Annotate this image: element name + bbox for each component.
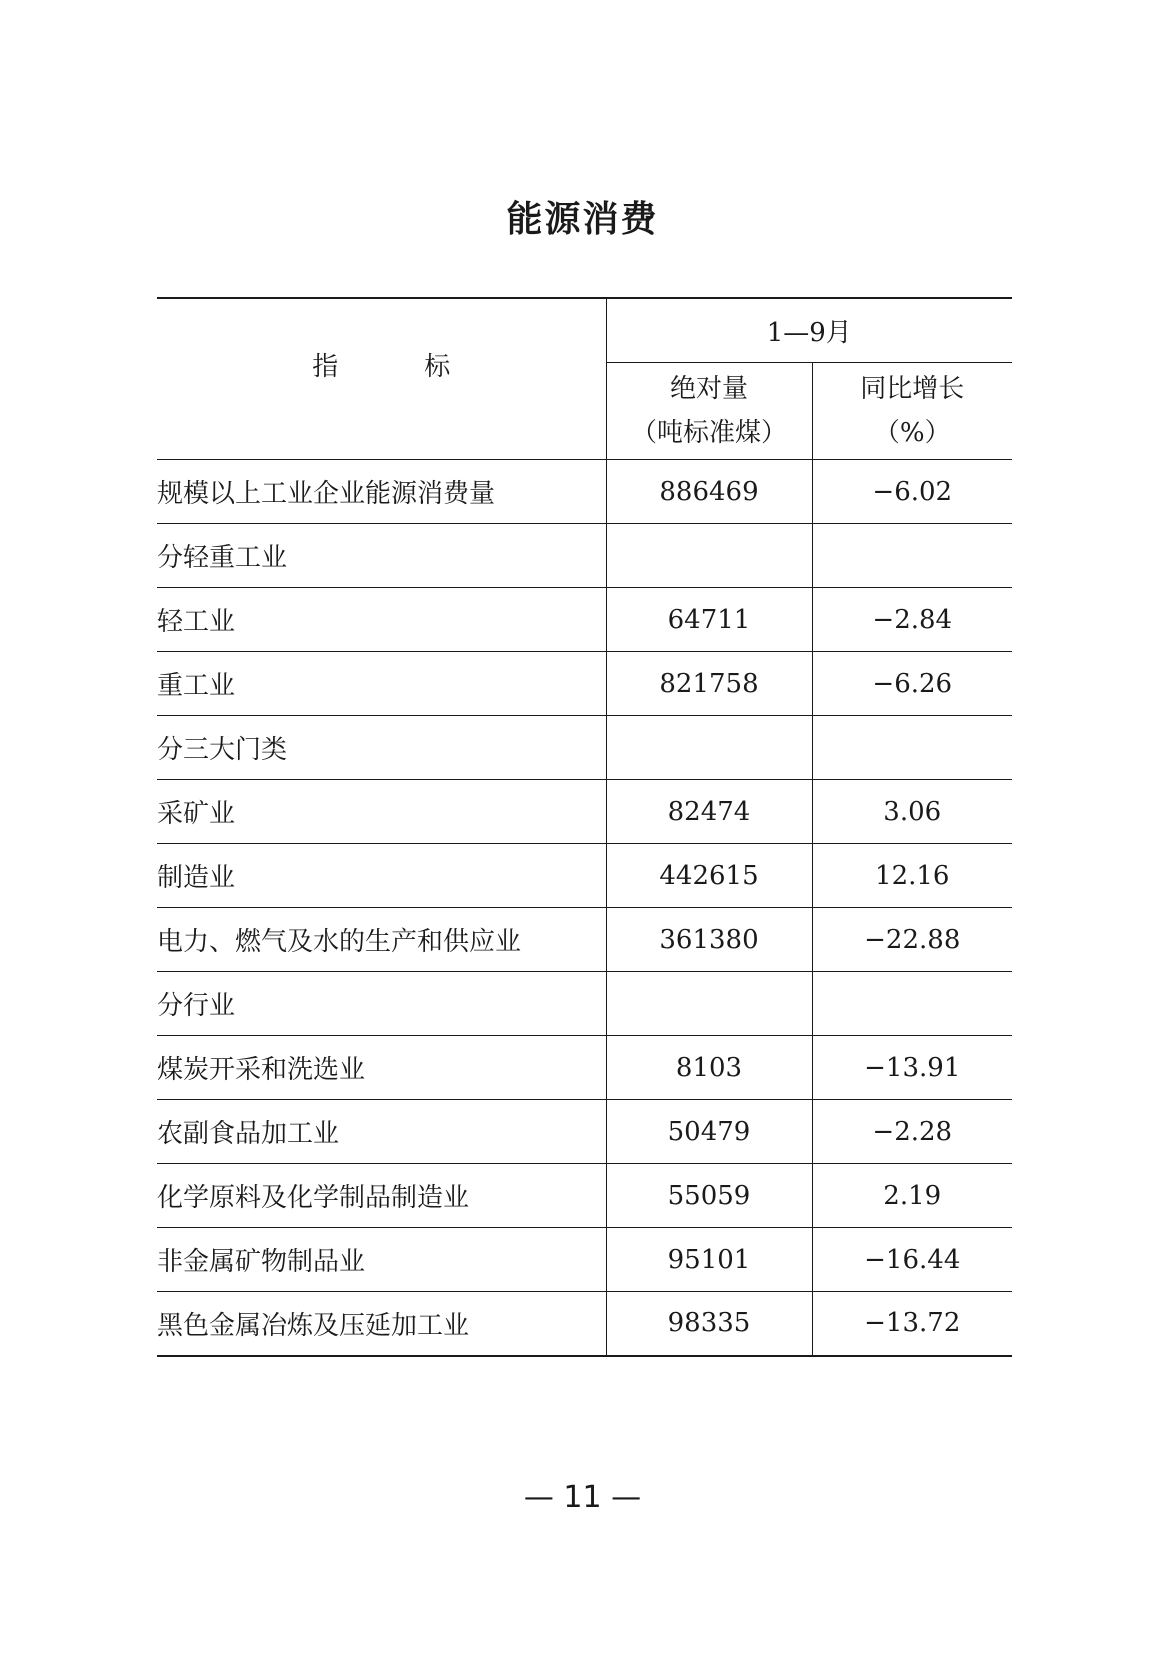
table-row bbox=[157, 1036, 1012, 1100]
table-row bbox=[157, 844, 1012, 908]
absolute-value-cell: 64711 bbox=[606, 588, 812, 652]
row-label: 非金属矿物制品业 bbox=[157, 1228, 606, 1292]
table-row bbox=[157, 716, 1012, 780]
table-body bbox=[157, 460, 1012, 1356]
growth-cell bbox=[812, 716, 1012, 780]
absolute-value-header-unit: （吨标准煤） bbox=[630, 418, 787, 448]
table-row bbox=[157, 908, 1012, 972]
energy-consumption-table bbox=[157, 297, 1012, 1357]
indicator-header bbox=[157, 298, 606, 460]
growth-cell: 12.16 bbox=[812, 844, 1012, 908]
table-row bbox=[157, 652, 1012, 716]
table-row bbox=[157, 1164, 1012, 1228]
table-row bbox=[157, 460, 1012, 524]
growth-cell bbox=[812, 972, 1012, 1036]
absolute-value-cell: 55059 bbox=[606, 1164, 812, 1228]
row-label: 轻工业 bbox=[157, 588, 606, 652]
row-label: 农副食品加工业 bbox=[157, 1100, 606, 1164]
row-label: 分轻重工业 bbox=[157, 524, 606, 588]
absolute-value-cell: 95101 bbox=[606, 1228, 812, 1292]
growth-cell: −6.02 bbox=[812, 460, 1012, 524]
row-label: 煤炭开采和洗选业 bbox=[157, 1036, 606, 1100]
absolute-value-cell bbox=[606, 716, 812, 780]
row-label: 分三大门类 bbox=[157, 716, 606, 780]
absolute-value-cell: 442615 bbox=[606, 844, 812, 908]
growth-header-unit: （%） bbox=[873, 418, 951, 448]
row-label: 规模以上工业企业能源消费量 bbox=[157, 460, 606, 524]
row-label: 化学原料及化学制品制造业 bbox=[157, 1164, 606, 1228]
absolute-value-cell: 98335 bbox=[606, 1292, 812, 1356]
growth-cell bbox=[812, 524, 1012, 588]
row-label: 采矿业 bbox=[157, 780, 606, 844]
growth-cell: −13.91 bbox=[812, 1036, 1012, 1100]
absolute-value-cell: 821758 bbox=[606, 652, 812, 716]
absolute-value-cell bbox=[606, 524, 812, 588]
row-label: 黑色金属冶炼及压延加工业 bbox=[157, 1292, 606, 1356]
row-label: 制造业 bbox=[157, 844, 606, 908]
growth-cell: −22.88 bbox=[812, 908, 1012, 972]
growth-cell: −2.28 bbox=[812, 1100, 1012, 1164]
table-row bbox=[157, 972, 1012, 1036]
absolute-value-cell: 50479 bbox=[606, 1100, 812, 1164]
row-label: 电力、燃气及水的生产和供应业 bbox=[157, 908, 606, 972]
absolute-value-cell: 82474 bbox=[606, 780, 812, 844]
absolute-value-header bbox=[606, 363, 812, 460]
growth-cell: 2.19 bbox=[812, 1164, 1012, 1228]
absolute-value-cell: 886469 bbox=[606, 460, 812, 524]
growth-header-title: 同比增长 bbox=[860, 374, 965, 404]
page-title: 能源消费 bbox=[506, 199, 659, 240]
page-number: — 11 — bbox=[523, 1480, 642, 1515]
row-label: 分行业 bbox=[157, 972, 606, 1036]
growth-cell: −2.84 bbox=[812, 588, 1012, 652]
absolute-value-cell: 361380 bbox=[606, 908, 812, 972]
growth-cell: −16.44 bbox=[812, 1228, 1012, 1292]
growth-cell: −6.26 bbox=[812, 652, 1012, 716]
growth-cell: 3.06 bbox=[812, 780, 1012, 844]
table-row bbox=[157, 1100, 1012, 1164]
absolute-value-cell: 8103 bbox=[606, 1036, 812, 1100]
table-row bbox=[157, 1228, 1012, 1292]
row-label: 重工业 bbox=[157, 652, 606, 716]
indicator-header-label: 指 标 bbox=[312, 351, 481, 382]
table-row bbox=[157, 1292, 1012, 1356]
table-row bbox=[157, 524, 1012, 588]
growth-header bbox=[812, 363, 1012, 460]
absolute-value-cell bbox=[606, 972, 812, 1036]
table-row bbox=[157, 780, 1012, 844]
period-header: 1—9月 bbox=[606, 298, 1012, 363]
table-row bbox=[157, 588, 1012, 652]
absolute-value-header-title: 绝对量 bbox=[669, 374, 748, 404]
growth-cell: −13.72 bbox=[812, 1292, 1012, 1356]
